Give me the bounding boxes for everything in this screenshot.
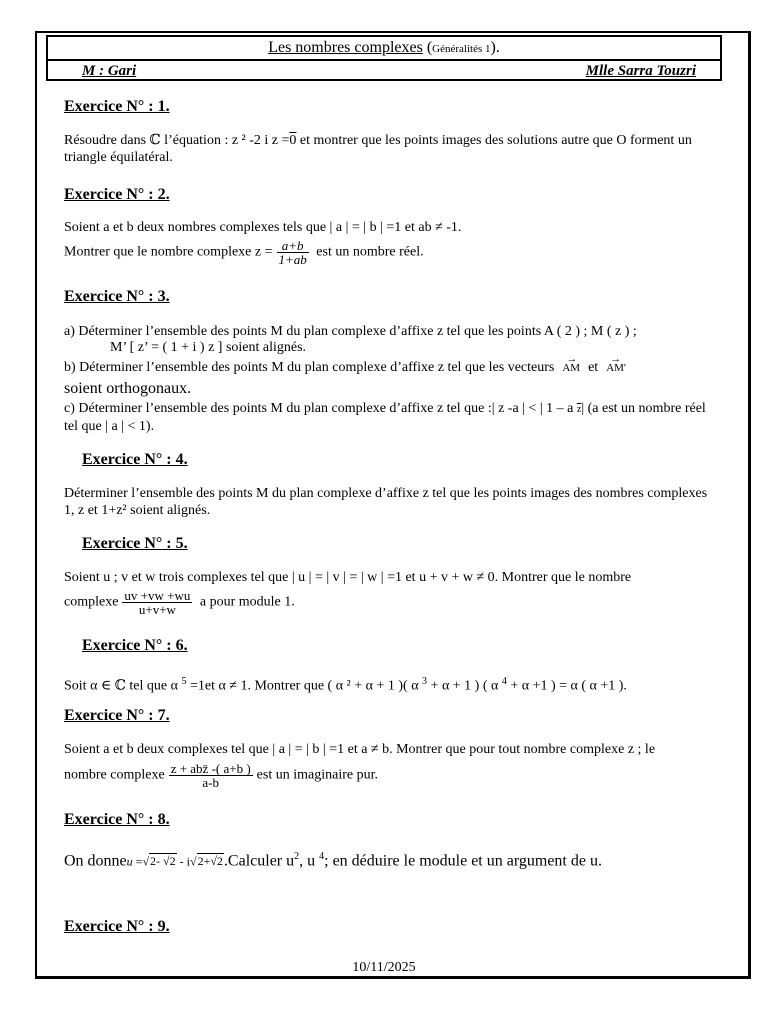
ex6-exponent: 3 <box>422 676 428 687</box>
vector-arrow-icon: → <box>566 353 578 365</box>
fraction-numerator: z + abz̄ -( a+b ) <box>170 761 251 776</box>
vector-am-prime <box>606 353 626 377</box>
ex7-line2-pre: nombre complexe <box>64 767 165 783</box>
ex3-c-part1: c) Déterminer l’ensemble des points M du plan complexe d’affixe z tel que :| z -a | < | 1 – a <box>64 401 574 416</box>
ex1-part1: Résoudre dans ℂ l’équation : z ² -2 i z = <box>64 133 290 148</box>
title-row <box>48 37 720 61</box>
ex3-c-text <box>64 400 716 435</box>
ex8-exponent: 2 <box>294 851 300 862</box>
author-row <box>48 61 720 81</box>
document-title: Les nombres complexes <box>268 39 423 56</box>
ex4-text: Déterminer l’ensemble des points M du plan complexe d’affixe z tel que les points images des nombres complexes 1, z et 1+z² soient alignés. <box>64 486 708 518</box>
ex2-line2 <box>64 239 716 266</box>
ex3-a-line1: a) Déterminer l’ensemble des points M du plan complexe d’affixe z tel que les points A ( 2 ) ; M ( z ) ; <box>64 324 637 339</box>
ex8-post-c: ; en déduire le module et un argument de u. <box>324 852 602 870</box>
ex6-part-b: =1et α ≠ 1. Montrer que ( α ² + α + 1 )( α <box>186 678 423 694</box>
vector-label: AM' <box>606 362 626 374</box>
exercise-1-text <box>64 132 716 166</box>
footer-date: 10/11/2025 <box>352 960 416 975</box>
exercise-title: Exercice N° : 5. <box>82 535 188 552</box>
fraction-denominator: 1+ab <box>278 252 307 267</box>
subtitle-close: ). <box>490 39 500 56</box>
ex6-part-d: + α +1 ) = α ( α +1 ). <box>506 678 627 694</box>
ex2-line1: Soient a et b deux nombres complexes tels que | a | = | b | =1 et ab ≠ -1. <box>64 220 462 235</box>
ex6-exponent: 5 <box>181 676 187 687</box>
exercise-title: Exercice N° : 7. <box>64 707 170 724</box>
ex5-line2-post: a pour module 1. <box>196 594 295 610</box>
vector-am <box>562 353 581 377</box>
ex8-eq: = <box>132 854 143 869</box>
ex5-fraction <box>122 589 192 616</box>
sqrt-icon: √ <box>142 854 150 869</box>
ex3-c-zbar: $\overline{z}$ <box>576 404 582 415</box>
ex6-text <box>64 673 716 695</box>
ex8-text <box>64 848 716 870</box>
ex8-exponent: 4 <box>319 851 325 862</box>
ex6-exponent: 4 <box>501 676 507 687</box>
exercise-title: Exercice N° : 8. <box>64 811 170 828</box>
ex2-line2-post: est un nombre réel. <box>312 244 424 260</box>
ex8-u: u <box>126 854 133 869</box>
ex8-post-b: , u <box>299 852 320 870</box>
ex3-et: et <box>588 360 599 375</box>
ex8-post-a: .Calculer u <box>223 852 295 870</box>
exercise-title: Exercice N° : 9. <box>64 918 170 935</box>
ex7-fraction <box>169 762 253 789</box>
ex7-line2-post: est un imaginaire pur. <box>256 767 378 783</box>
author-right: Mlle Sarra Touzri <box>585 63 696 79</box>
header-box <box>46 35 722 81</box>
fraction-numerator: uv +vw +wu <box>124 588 191 603</box>
exercise-title: Exercice N° : 2. <box>64 186 170 203</box>
ex2-line2-pre: Montrer que le nombre complexe z = <box>64 244 273 260</box>
ex3-b-line2: soient orthogonaux. <box>64 380 192 397</box>
ex3-a-line2: M’ [ z’ = ( 1 + i ) z ] soient alignés. <box>110 340 307 355</box>
ex1-part2: et montrer que les points images des solutions autre que O forment un triangle équilatéral. <box>64 133 692 165</box>
ex8-radicand-1: 2- √2 <box>150 854 176 869</box>
exercise-title: Exercice N° : 4. <box>82 451 188 468</box>
ex3-b-line1 <box>64 353 716 377</box>
exercise-title: Exercice N° : 6. <box>82 637 188 654</box>
ex6-part-c: + α + 1 ) ( α <box>427 678 502 694</box>
vector-label: AM <box>562 362 581 374</box>
ex3-c-end: | (a est un nombre réel tel que | a | < 1). <box>64 401 706 434</box>
ex8-pre: On donne <box>64 852 127 870</box>
ex8-mid: - i <box>176 854 190 869</box>
ex7-line1: Soient a et b deux complexes tel que | a | = | b | =1 et a ≠ b. Montrer que pour tout nombre complexe z ; le <box>64 742 656 757</box>
ex2-fraction <box>277 239 309 266</box>
ex1-zbar: 0 <box>289 133 297 148</box>
ex6-part-a: Soit α ∈ ℂ tel que α <box>64 678 182 694</box>
vector-arrow-icon: → <box>610 353 622 365</box>
ex8-radicand-2: 2+√2 <box>197 854 223 869</box>
fraction-denominator: a-b <box>202 775 219 790</box>
ex5-line2-pre: complexe <box>64 594 119 610</box>
ex3-b-text: b) Déterminer l’ensemble des points M du plan complexe d’affixe z tel que les vecteurs <box>64 360 555 375</box>
sqrt-icon: √ <box>189 854 197 869</box>
fraction-numerator: a+b <box>277 239 309 253</box>
exercise-title: Exercice N° : 3. <box>64 288 170 305</box>
ex5-line1: Soient u ; v et w trois complexes tel que | u | = | v | = | w | =1 et u + v + w ≠ 0. Montrer que le nombre <box>64 570 632 585</box>
subtitle-open: ( <box>422 39 433 56</box>
fraction-denominator: u+v+w <box>138 602 176 617</box>
ex7-line2 <box>64 762 716 789</box>
author-left: M : Gari <box>82 63 137 79</box>
ex5-line2 <box>64 589 716 616</box>
exercise-title: Exercice N° : 1. <box>64 98 170 115</box>
document-subtitle: Généralités 1 <box>432 43 491 55</box>
